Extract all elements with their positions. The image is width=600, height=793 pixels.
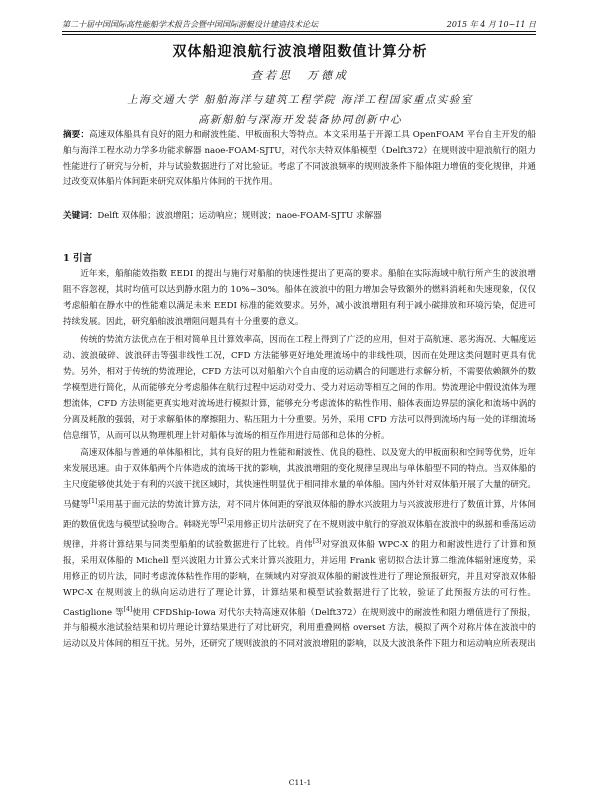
- page-number: C11-1: [288, 778, 312, 787]
- paragraph-3-part-d: 对穿浪双体船 WPC-X 的阻力和耐波性进行了计算和预报，采用双体船的 Michell 型兴波阻力计算公式来计算兴波阻力，并运用 Frank 密切拟合法计算二维流体辐射速度势，采用修正的切片法，同时考虑流体粘性作用的影响，在频域内对穿浪双体船的耐波性进行了理论预报研究，并且对穿浪双体船 WPC-X 在规则波上的纵向运动进行了理论计算，计算结果和模型试验数据进行了比较，验证了此预报方法的可行性。Castiglione 等: [63, 539, 536, 618]
- affiliation-1: 上海交通大学 船舶海洋与建筑工程学院 海洋工程国家重点实验室: [127, 94, 473, 106]
- section-heading: 1 引言: [63, 253, 93, 264]
- keywords-label: 关键词：: [63, 211, 98, 221]
- affiliation-2: 高新船舶与深海开发装备协同创新中心: [198, 114, 402, 126]
- citation-1: [1]: [88, 498, 98, 506]
- paragraph-3-part-b: 采用基于面元法的势流计算方法，对不同片体间距的穿浪双体船的静水兴波阻力与兴波波形进行了数值计算，片体间距的数值优选与模型试验吻合。韩晓光等: [63, 500, 536, 531]
- abstract-label: 摘要：: [63, 130, 90, 140]
- paragraph-3-part-c: 采用修正切片法研究了在不规则波中航行的穿浪双体船在波浪中的纵摇和垂荡运动规律，并将计算结果与同类型船舶的试验数据进行了比较。肖伟: [63, 520, 536, 550]
- paper-authors: 查若思 万德成: [251, 69, 349, 82]
- paragraph-3-part-e: 使用 CFDShip-Iowa 对代尔夫特高速双体船（Delft372）在规则波中的耐波性和阻力增值进行了预报，并与船模水池试验结果和切片理论计算结果进行了对比研究，利用重叠网格 overset 方法，模拟了两个对称片体在波浪中的运动以及片体间的相互干扰。另外，还研究了规则波浪的不同对波浪增阻的影响，以及大波浪条件下阻力和运动响应所表现出: [63, 607, 536, 650]
- paragraph-2: 传统的势流方法优点在于相对简单且计算效率高，因而在工程上得到了广泛的应用，但对于高航速、恶劣海况、大幅度运动、波浪破碎、波浪砰击等强非线性工况，CFD 方法能够更好地处理流场中的非线性项，因而在处理这类问题时更具有优势。另外，相对于传统的势流理论，CFD 方法可以对船舶六个自由度的运动耦合的问题进行求解分析，不需要依赖额外的数学模型进行简化，从而能够充分考虑船体在航行过程中运动对受力、受力对运动等相互之间的作用。势流理论中假设流体为理想流体，CFD 方法则能更真实地对流场进行模拟计算，能够充分考虑流体的粘性作用、船体表面边界层的演化和流场中涡的分离及耗散的强弱，对于求解船体的摩擦阻力、粘压阻力十分重要。另外，采用 CFD 方法可以得到流场内每一处的详细流场信息细节，从而可以从物理机理上针对船体与流场的相互作用进行局部和总体的分析。: [63, 334, 536, 441]
- abstract-text: 高速双体船具有良好的阻力和耐波性能、甲板面积大等特点。本文采用基于开源工具 OpenFOAM 平台自主开发的船舶与海洋工程水动力学多功能求解器 naoe-FOAM-SJTU，对代尔夫特双体船模型（Delft372）在规则波中迎浪航行的阻力性能进行了研究与分析，并与试验数据进行了对比验证。考虑了不同波浪频率的规则波条件下船体阻力增值的变化规律，并通过改变双体船片体间距来研究双体船片体间的干扰作用。: [63, 130, 536, 188]
- keywords-text: Delft 双体船；波浪增阻；运动响应；规则波；naoe-FOAM-SJTU 求解器: [97, 211, 382, 221]
- conference-name: 第二十届中国国际高性能船学术报告会暨中国国际游艇设计建造技术论坛: [62, 20, 318, 29]
- citation-4: [4]: [123, 605, 133, 613]
- header-rule-thin: [62, 34, 536, 35]
- body-text: [63, 267, 536, 655]
- running-header: [62, 14, 536, 30]
- abstract: [63, 128, 536, 191]
- paper-title: 双体船迎浪航行波浪增阻数值计算分析: [172, 44, 428, 60]
- citation-2: [2]: [217, 518, 227, 526]
- keywords: [63, 209, 536, 224]
- conference-date: 2015 年 4 月 10~11 日: [446, 20, 536, 29]
- paragraph-1: 近年来，船舶能效指数 EEDI 的提出与施行对船舶的快速性提出了更高的要求。船舶在实际海域中航行所产生的波浪增阻不容忽视，其时均值可以达到静水阻力的 10%~30%。船体在波浪中的阻力增加会导致额外的燃料消耗和失速现象，仅仅考虑船舶在静水中的性能难以满足未来 EEDI 标准的能效要求。另外，减小波浪增阻有利于减小碳排放和环境污染，促进可持续发展。因此，研究船舶波浪增阻问题具有十分重要的意义。: [63, 269, 536, 327]
- citation-3: [3]: [312, 537, 322, 545]
- paragraph-3: [63, 446, 536, 653]
- paragraph-3-part-a: 高速双体船与普通的单体船相比，其有良好的阻力性能和耐波性、优良的稳性、以及宽大的甲板面积和空间等优势，近年来发展迅速。由于双体船两个片体造成的流场干扰的影响，其波浪增阻的变化规律呈现出与单体船型不同的特点。当双体船的主尺度能够使其处于有利的兴波干扰区域时，其快速性明显优于相同排水量的单体船。国内外针对双体船开展了大量的研究。马健等: [63, 448, 536, 511]
- header-rule: [62, 31, 536, 32]
